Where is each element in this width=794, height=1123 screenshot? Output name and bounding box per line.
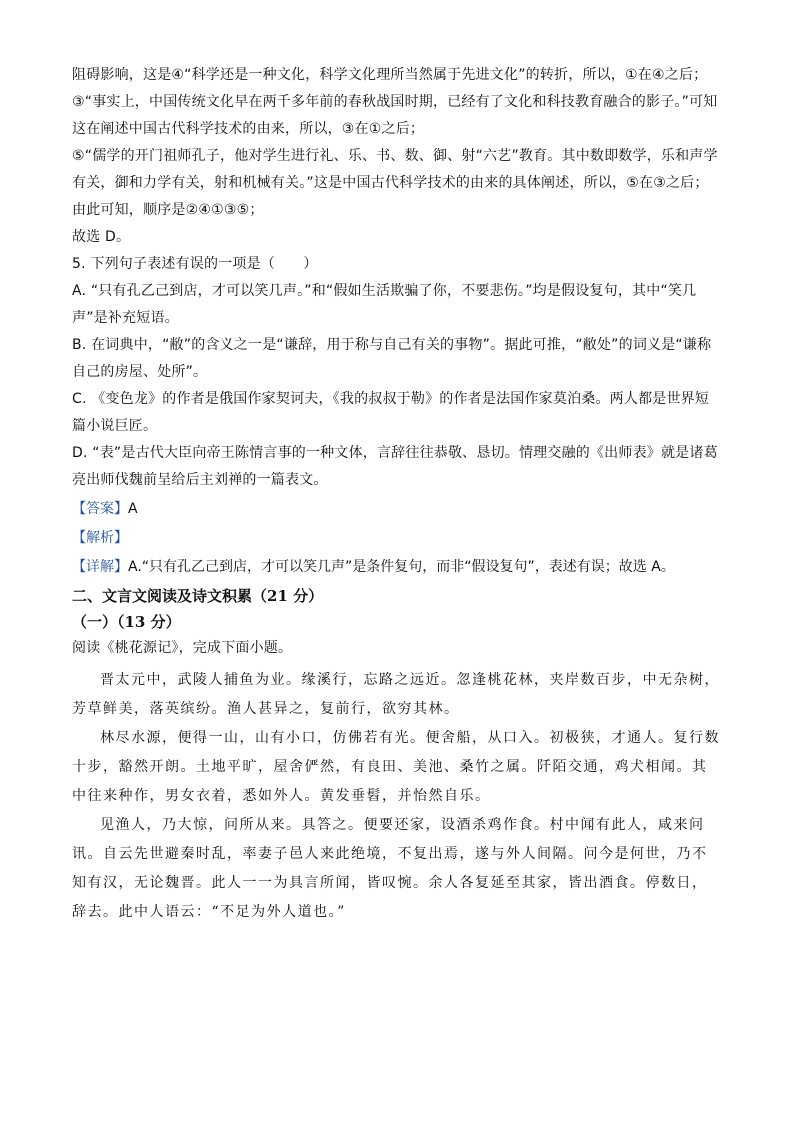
classical-text [72, 666, 722, 927]
option-c: C. 《变色龙》的作者是俄国作家契诃夫，《我的叔叔于勒》的作者是法国作家莫泊桑。两人都是世界短篇小说巨匠。 [72, 391, 710, 434]
analysis-line: ⑤“儒学的开门祖师孔子，他对学生进行礼、乐、书、数、御、射“六艺”教育。其中数即数学，乐和声学有关，御和力学有关，射和机械有关。”这是中国古代科学技术的由来的具体阐述，所以，⑤在③之后；由此可知，顺序是②④①③⑤； [72, 148, 718, 218]
section-2 [72, 583, 722, 927]
analysis-line: 阻碍影响，这是④“科学还是一种文化，科学文化理所当然属于先进文化”的转折，所以，①在④之后； [72, 67, 708, 83]
analysis-tag: 【解析】 [72, 530, 128, 546]
classical-paragraph: 林尽水源，便得一山，山有小口，仿佛若有光。便舍船，从口入。初极狭，才通人。复行数十步，豁然开朗。土地平旷，屋舍俨然，有良田、美池、桑竹之属。阡陌交通，鸡犬相闻。其中往来种作，男女衣着，悉如外人。黄发垂髫，并怡然自乐。 [72, 730, 720, 804]
classical-paragraph: 晋太元中，武陵人捕鱼为业。缘溪行，忘路之远近。忽逢桃花林，夹岸数百步，中无杂树，芳草鲜美，落英缤纷。渔人甚异之，复前行，欲穷其林。 [72, 672, 720, 717]
answer-value: A [128, 501, 138, 517]
section-heading: 二、文言文阅读及诗文积累（21 分） [72, 587, 324, 605]
analysis-tag-line [72, 525, 722, 552]
analysis-continuation [72, 62, 722, 251]
analysis-line: 故选 D。 [72, 229, 131, 245]
question-stem: 5. 下列句子表述有误的一项是（ ） [72, 256, 318, 272]
answer-line [72, 496, 722, 523]
question-5 [72, 251, 722, 581]
option-a: A. “只有孔乙己到店，才可以笑几声。”和“假如生活欺骗了你，不要悲伤。”均是假设复句，其中“笑几声”是补充短语。 [72, 283, 697, 326]
detail-tag: 【详解】 [72, 559, 128, 575]
option-b: B. 在词典中，“敝”的含义之一是“谦辞，用于称与自己有关的事物”。据此可推，“敝处”的词义是“谦称自己的房屋、处所”。 [72, 337, 712, 380]
analysis-line: ③“事实上，中国传统文化早在两千多年前的春秋战国时期，已经有了文化和科技教育融合的影子。”可知这在阐述中国古代科学技术的由来，所以，③在①之后； [72, 94, 718, 137]
option-d: D. “表”是古代大臣向帝王陈情言事的一种文体，言辞往往恭敬、恳切。情理交融的《出师表》就是诸葛亮出师伐魏前呈给后主刘禅的一篇表文。 [72, 445, 718, 488]
document-page [72, 62, 722, 927]
detail-text: A.“只有孔乙己到店，才可以笑几声”是条件复句，而非“假设复句”，表述有误；故选 A。 [128, 559, 675, 575]
classical-paragraph: 见渔人，乃大惊，问所从来。具答之。便要还家，设酒杀鸡作食。村中闻有此人，咸来问讯。自云先世避秦时乱，率妻子邑人来此绝境，不复出焉，遂与外人间隔。问今是何世，乃不知有汉，无论魏晋。此人一一为具言所闻，皆叹惋。余人各复延至其家，皆出酒食。停数日，辞去。此中人语云：“不足为外人道也。” [72, 817, 708, 920]
sub-heading: （一）（13 分） [72, 613, 181, 631]
answer-tag: 【答案】 [72, 501, 128, 517]
instruction: 阅读《桃花源记》，完成下面小题。 [72, 640, 293, 656]
detail-line [72, 554, 722, 581]
